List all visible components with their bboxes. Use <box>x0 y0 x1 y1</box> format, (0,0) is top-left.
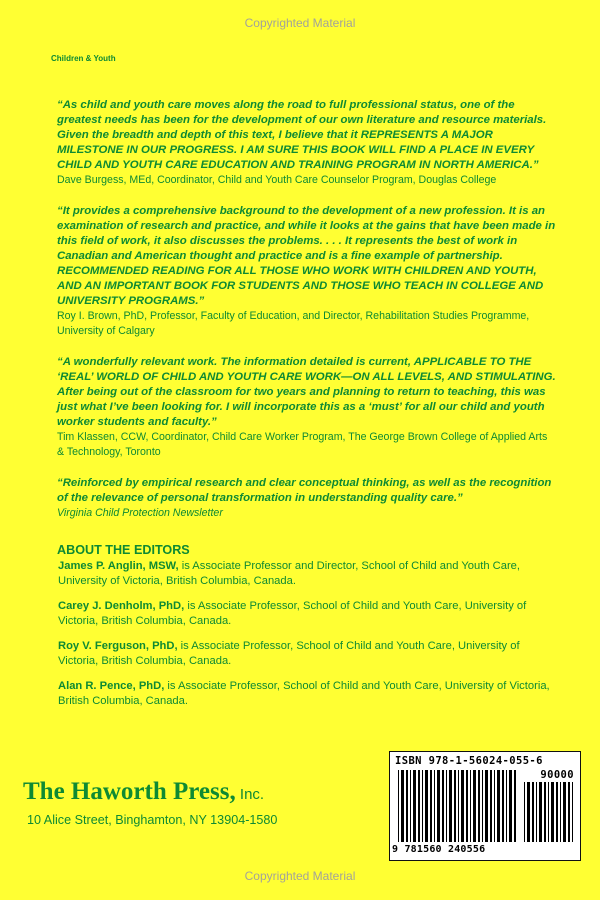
blurb-attribution: Virginia Child Protection Newsletter <box>57 507 223 519</box>
publisher-block <box>23 778 277 827</box>
editor-bio: is Associate Professor, School of Child and Youth Care, University of Victoria, British Columbia, Canada. <box>58 640 520 667</box>
blurb-2 <box>57 204 557 339</box>
publisher-address: 10 Alice Street, Binghamton, NY 13904-1580 <box>27 813 278 827</box>
editor-entry <box>57 639 557 669</box>
barcode-addon-number: 90000 <box>540 769 574 781</box>
category-label: Children & Youth <box>51 54 116 63</box>
editor-name: Roy V. Ferguson, PhD, <box>58 640 178 652</box>
editor-bio: is Associate Professor, School of Child and Youth Care, University of Victoria, British Columbia, Canada. <box>58 600 527 627</box>
publisher-name <box>23 778 277 809</box>
back-cover-content <box>57 98 557 719</box>
blurb-quote: “It provides a comprehensive background to the development of a new profession. It is an examination of research and practice, and while it looks at the gains that have been made in this field of work, it also discusses the problems. . . . It represents the best of work in Canadian and American thought and practice and is a fine example of partnership. RECOMMENDED READING FOR ALL THOSE WHO WORK WITH CHILDREN AND YOUTH, AND AN IMPORTANT BOOK FOR STUDENTS AND THOSE WHO TEACH IN COLLEGE AND UNIVERSITY PROGRAMS.” <box>57 205 556 307</box>
publisher-suffix: Inc. <box>235 786 265 803</box>
blurb-attribution: Dave Burgess, MEd, Coordinator, Child and Youth Care Counselor Program, Douglas College <box>57 174 497 186</box>
editor-entry <box>57 599 557 629</box>
blurb-attribution: Roy I. Brown, PhD, Professor, Faculty of Education, and Director, Rehabilitation Studies Programme, University of Calgary <box>57 310 530 337</box>
blurb-1 <box>57 98 557 188</box>
blurb-3 <box>57 355 557 460</box>
copyright-watermark-bottom: Copyrighted Material <box>244 869 356 883</box>
blurb-quote: “As child and youth care moves along the road to full professional status, one of the greatest needs has been for the development of our own literature and resource materials. Given the breadth and depth of this text, I believe that it REPRESENTS A MAJOR MILESTONE IN OUR PROGRESS. I AM SURE THIS BOOK WILL FIND A PLACE IN EVERY CHILD AND YOUTH CARE EDUCATION AND TRAINING PROGRAM IN NORTH AMERICA.” <box>57 99 547 171</box>
editor-name: Carey J. Denholm, PhD, <box>58 600 185 612</box>
blurb-quote: “Reinforced by empirical research and clear conceptual thinking, as well as the recognition of the relevance of personal transformation in understanding quality care.” <box>57 477 552 504</box>
editor-entry <box>57 559 557 589</box>
editor-bio: is Associate Professor, School of Child and Youth Care, University of Victoria, British Columbia, Canada. <box>58 680 550 707</box>
editor-entry <box>57 679 557 709</box>
ean-digits: 9 781560 240556 <box>392 844 486 855</box>
about-editors-heading: ABOUT THE EDITORS <box>57 543 190 557</box>
isbn-barcode <box>389 751 581 861</box>
editor-bio: is Associate Professor and Director, School of Child and Youth Care, University of Victoria, British Columbia, Canada. <box>58 560 521 587</box>
blurb-quote: “A wonderfully relevant work. The information detailed is current, APPLICABLE TO THE ‘REAL’ WORLD OF CHILD AND YOUTH CARE WORK—ON ALL LEVELS, AND STIMULATING. After being out of the classroom for two years and planning to return to teaching, this was just what I’ve been looking for. I will incorporate this as a ‘must’ for all our child and youth worker students and faculty.” <box>57 356 556 428</box>
copyright-watermark-top: Copyrighted Material <box>244 16 356 30</box>
publisher-name-text: The Haworth Press, <box>23 778 236 805</box>
editor-name: James P. Anglin, MSW, <box>58 560 179 572</box>
isbn-number: ISBN 978-1-56024-055-6 <box>395 755 543 767</box>
blurb-4 <box>57 476 557 521</box>
blurb-attribution: Tim Klassen, CCW, Coordinator, Child Care Worker Program, The George Brown College of Applied Arts & Technology, Toronto <box>57 431 548 458</box>
editor-name: Alan R. Pence, PhD, <box>58 680 165 692</box>
